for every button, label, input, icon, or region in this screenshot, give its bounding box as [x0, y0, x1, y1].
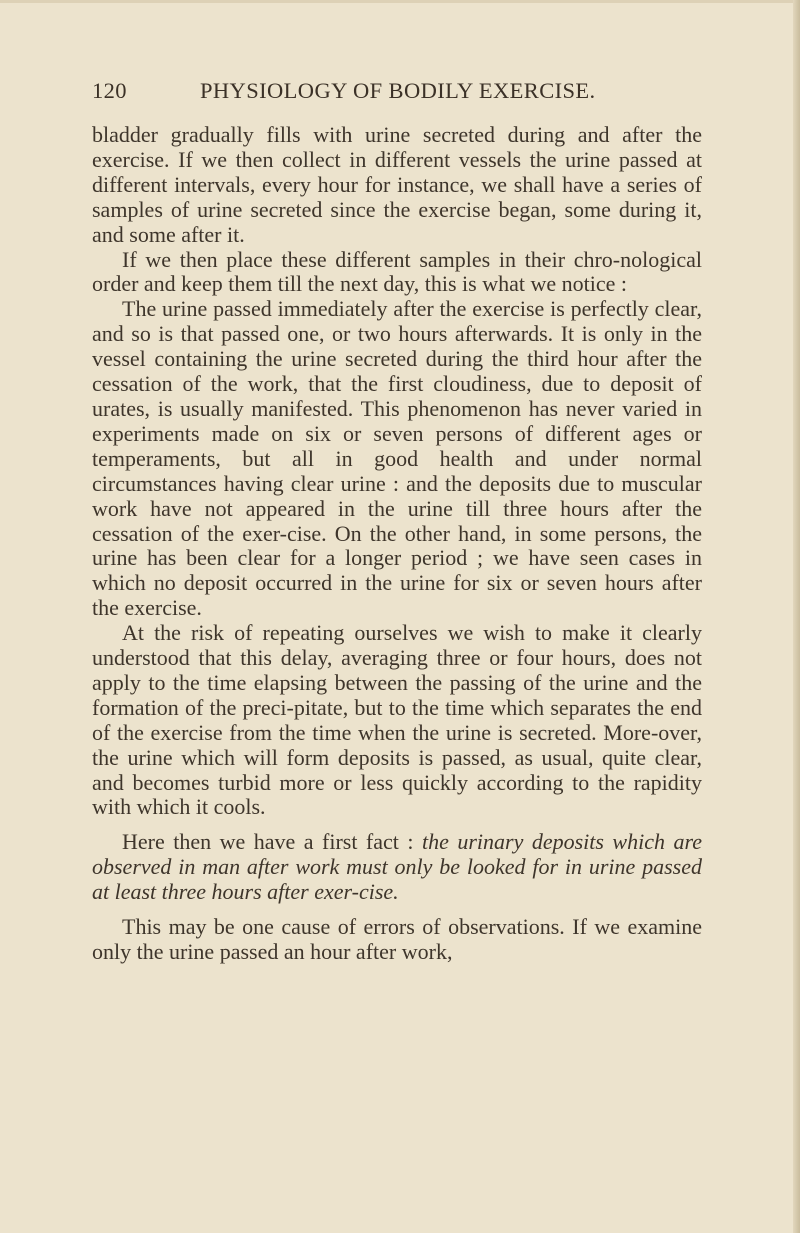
fact-lead: Here then we have a first fact : [122, 829, 422, 855]
fact-italic: the urinary deposits which are observed in man after work must only be looked for in urine passed at least three hours after exer-cise. [92, 829, 702, 905]
paragraph-2: If we then place these different samples in their chro-nological order and keep them till the next day, this is what we notice : [92, 246, 702, 297]
paragraph-1: bladder gradually fills with urine secreted during and after the exercise. If we then collect in different vessels the urine passed at different intervals, every hour for instance, we shall have a series of samples of urine secreted since the exercise began, some during it, and some after it. [92, 122, 702, 247]
paragraph-last: This may be one cause of errors of observations. If we examine only the urine passed an hour after work, [92, 914, 702, 964]
page-number: 120 [92, 78, 127, 103]
paragraph-3: The urine passed immediately after the exercise is perfectly clear, and so is that passed one, or two hours afterwards. It is only in the vessel containing the urine secreted during the third hour after the cessation of the work, that the first cloudiness, due to deposit of urates, is usually manifested. This phenomenon has never varied in experiments made on six or seven persons of different ages or temperaments, but all in good health and under normal circumstances having clear urine : and the deposits due to muscular work have not appeared in the urine till three hours after the cessation of the exer-cise. On the other hand, in some persons, the urine has been clear for a longer period ; we have seen cases in which no deposit occurred in the urine for six or seven hours after the exercise. [92, 296, 702, 621]
page-top-edge [0, 0, 800, 3]
running-head: PHYSIOLOGY OF BODILY EXERCISE. [200, 78, 596, 103]
page-header [92, 78, 692, 110]
paragraph-4: At the risk of repeating ourselves we wish to make it clearly understood that this delay, averaging three or four hours, does not apply to the time elapsing between the passing of the urine and the formation of the preci-pitate, but to the time which separates the end of the exercise from the time when the urine is secreted. More-over, the urine which will form deposits is passed, as usual, quite clear, and becomes turbid more or less quickly according to the rapidity with which it cools. [92, 620, 702, 820]
fact-paragraph [92, 830, 702, 905]
page-right-edge [793, 0, 800, 1233]
body-text [92, 123, 702, 965]
